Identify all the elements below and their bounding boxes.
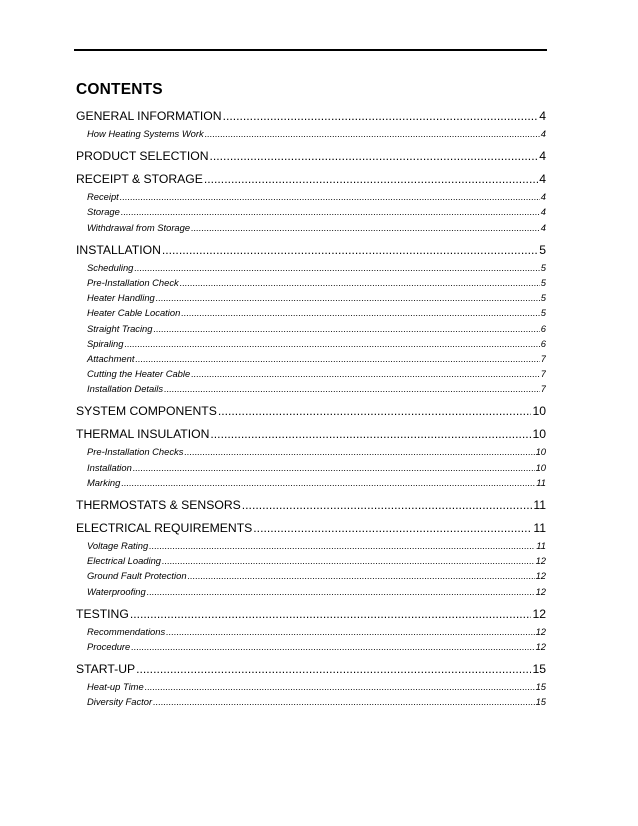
dot-leader (121, 204, 540, 219)
toc-page-number: 15 (535, 681, 546, 693)
dot-leader (145, 679, 535, 694)
toc-subsection-entry[interactable] (76, 204, 546, 219)
toc-section-entry[interactable] (76, 661, 546, 677)
toc-subsection-title: Straight Tracing (87, 322, 153, 334)
toc-subsection-title: Attachment (87, 352, 135, 364)
toc-page-number: 5 (540, 292, 546, 304)
toc-section-title: ELECTRICAL REQUIREMENTS (76, 521, 253, 535)
dot-leader (210, 426, 531, 442)
toc-subsection-entry[interactable] (76, 290, 546, 305)
toc-section-title: GENERAL INFORMATION (76, 109, 222, 123)
toc-page-number: 11 (533, 521, 546, 535)
dot-leader (164, 381, 540, 396)
toc-subsection-title: Recommendations (87, 625, 166, 637)
toc-page-number: 4 (540, 191, 546, 203)
toc-subsection-entry[interactable] (76, 126, 546, 141)
toc-subsection-entry[interactable] (76, 220, 546, 235)
toc-subsection-entry[interactable] (76, 568, 546, 583)
toc-page-number: 12 (532, 606, 546, 621)
dot-leader (180, 275, 540, 290)
toc-section (76, 148, 546, 164)
toc-section (76, 171, 546, 235)
contents-heading: CONTENTS (76, 81, 163, 98)
toc-section-title: SYSTEM COMPONENTS (76, 404, 217, 419)
toc-subsection-list (76, 679, 546, 709)
toc-subsection-entry[interactable] (76, 553, 546, 568)
toc-page-number: 4 (539, 149, 546, 164)
toc-subsection-list (76, 126, 546, 141)
toc-subsection-title: Electrical Loading (87, 555, 162, 567)
toc-page-number: 5 (540, 307, 546, 319)
toc-page-number: 7 (540, 368, 546, 380)
toc-page-number: 15 (535, 696, 546, 708)
toc-subsection-title: Heater Handling (87, 292, 155, 304)
toc-section-entry[interactable] (76, 497, 546, 513)
toc-section (76, 661, 546, 709)
dot-leader (223, 108, 539, 124)
dot-leader (156, 290, 540, 305)
toc-page-number: 10 (532, 427, 546, 442)
toc-subsection-entry[interactable] (76, 679, 546, 694)
toc-section-title: RECEIPT & STORAGE (76, 172, 203, 187)
toc-page-number: 7 (540, 383, 546, 395)
table-of-contents (76, 108, 546, 710)
toc-section-title: TESTING (76, 606, 129, 621)
dot-leader (147, 584, 535, 599)
dot-leader (134, 260, 539, 275)
toc-page-number: 12 (535, 585, 546, 597)
toc-section-title: PRODUCT SELECTION (76, 149, 209, 164)
toc-subsection-entry[interactable] (76, 321, 546, 336)
dot-leader (135, 351, 539, 366)
toc-subsection-entry[interactable] (76, 351, 546, 366)
toc-page-number: 4 (540, 206, 546, 218)
toc-section-entry[interactable] (76, 242, 546, 258)
toc-subsection-entry[interactable] (76, 444, 546, 459)
dot-leader (120, 189, 540, 204)
toc-page-number: 10 (532, 404, 546, 419)
dot-leader (210, 148, 539, 164)
toc-section-entry[interactable] (76, 606, 546, 622)
dot-leader (149, 538, 535, 553)
dot-leader (242, 497, 533, 513)
toc-page-number: 15 (532, 662, 546, 677)
dot-leader (133, 460, 535, 475)
toc-page-number: 7 (540, 352, 546, 364)
toc-section-entry[interactable] (76, 171, 546, 187)
dot-leader (153, 321, 539, 336)
toc-page-number: 5 (540, 276, 546, 288)
dot-leader (191, 220, 540, 235)
toc-subsection-title: Heat-up Time (87, 681, 144, 693)
toc-subsection-title: Installation (87, 461, 132, 473)
dot-leader (131, 639, 534, 654)
toc-subsection-entry[interactable] (76, 538, 546, 553)
toc-section-title: THERMOSTATS & SENSORS (76, 498, 241, 512)
toc-section-title: INSTALLATION (76, 242, 161, 257)
toc-page-number: 4 (540, 221, 546, 233)
dot-leader (162, 553, 535, 568)
toc-subsection-entry[interactable] (76, 366, 546, 381)
dot-leader (204, 171, 538, 187)
toc-subsection-entry[interactable] (76, 260, 546, 275)
toc-subsection-title: Withdrawal from Storage (87, 221, 191, 233)
toc-subsection-list (76, 189, 546, 235)
toc-section (76, 242, 546, 397)
toc-subsection-list (76, 538, 546, 599)
dot-leader (124, 336, 539, 351)
toc-subsection-title: Scheduling (87, 261, 134, 273)
toc-section-entry[interactable] (76, 520, 546, 536)
toc-subsection-title: Waterproofing (87, 585, 146, 597)
toc-subsection-title: Receipt (87, 191, 119, 203)
toc-subsection-title: Heater Cable Location (87, 307, 181, 319)
toc-subsection-entry[interactable] (76, 584, 546, 599)
toc-subsection-entry[interactable] (76, 694, 546, 709)
toc-section (76, 426, 546, 490)
toc-subsection-entry[interactable] (76, 460, 546, 475)
dot-leader (136, 661, 531, 677)
toc-page-number: 12 (535, 640, 546, 652)
toc-subsection-title: Ground Fault Protection (87, 570, 187, 582)
dot-leader (166, 624, 534, 639)
dot-leader (153, 694, 534, 709)
dot-leader (130, 606, 532, 622)
dot-leader (191, 366, 540, 381)
toc-page-number: 6 (540, 337, 546, 349)
toc-subsection-list (76, 624, 546, 654)
toc-page-number: 12 (535, 570, 546, 582)
toc-section-entry[interactable] (76, 148, 546, 164)
toc-page-number: 4 (540, 128, 546, 139)
toc-subsection-entry[interactable] (76, 639, 546, 654)
toc-page-number: 4 (539, 172, 546, 187)
toc-subsection-title: Cutting the Heater Cable (87, 368, 191, 380)
toc-page-number: 10 (535, 446, 546, 458)
toc-page-number: 6 (540, 322, 546, 334)
toc-section-title: START-UP (76, 662, 136, 677)
toc-subsection-title: Spiraling (87, 337, 124, 349)
toc-section (76, 108, 546, 141)
toc-section (76, 497, 546, 513)
toc-page-number: 12 (535, 555, 546, 567)
toc-page-number: 12 (535, 625, 546, 637)
toc-subsection-entry[interactable] (76, 624, 546, 639)
dot-leader (184, 444, 534, 459)
toc-subsection-title: Pre-Installation Check (87, 276, 179, 288)
toc-subsection-title: Marking (87, 476, 121, 488)
toc-subsection-entry[interactable] (76, 275, 546, 290)
toc-subsection-title: Pre-Installation Checks (87, 446, 184, 458)
toc-subsection-title: How Heating Systems Work (87, 128, 204, 139)
toc-page-number: 11 (536, 540, 546, 551)
dot-leader (162, 242, 538, 258)
toc-subsection-title: Voltage Rating (87, 540, 149, 551)
dot-leader (205, 126, 540, 141)
toc-subsection-entry[interactable] (76, 475, 546, 490)
toc-page-number: 11 (533, 498, 546, 512)
toc-section-entry[interactable] (76, 426, 546, 442)
toc-page-number: 5 (540, 261, 546, 273)
toc-subsection-entry[interactable] (76, 336, 546, 351)
toc-page-number: 4 (539, 109, 546, 123)
toc-subsection-title: Procedure (87, 640, 131, 652)
toc-subsection-title: Storage (87, 206, 120, 218)
toc-section-entry[interactable] (76, 108, 546, 124)
toc-subsection-title: Diversity Factor (87, 696, 153, 708)
dot-leader (188, 568, 535, 583)
dot-leader (181, 305, 539, 320)
toc-subsection-list (76, 444, 546, 490)
toc-page-number: 10 (535, 461, 546, 473)
toc-subsection-list (76, 260, 546, 397)
toc-subsection-title: Installation Details (87, 383, 164, 395)
toc-section (76, 520, 546, 599)
toc-section (76, 606, 546, 654)
toc-section-entry[interactable] (76, 403, 546, 419)
toc-subsection-entry[interactable] (76, 381, 546, 396)
toc-subsection-entry[interactable] (76, 305, 546, 320)
toc-subsection-entry[interactable] (76, 189, 546, 204)
toc-section-title: THERMAL INSULATION (76, 427, 210, 442)
dot-leader (253, 520, 532, 536)
toc-page-number: 11 (536, 476, 546, 488)
toc-page-number: 5 (539, 242, 546, 257)
toc-section (76, 403, 546, 419)
dot-leader (218, 403, 532, 419)
dot-leader (121, 475, 535, 490)
top-rule (74, 49, 547, 51)
